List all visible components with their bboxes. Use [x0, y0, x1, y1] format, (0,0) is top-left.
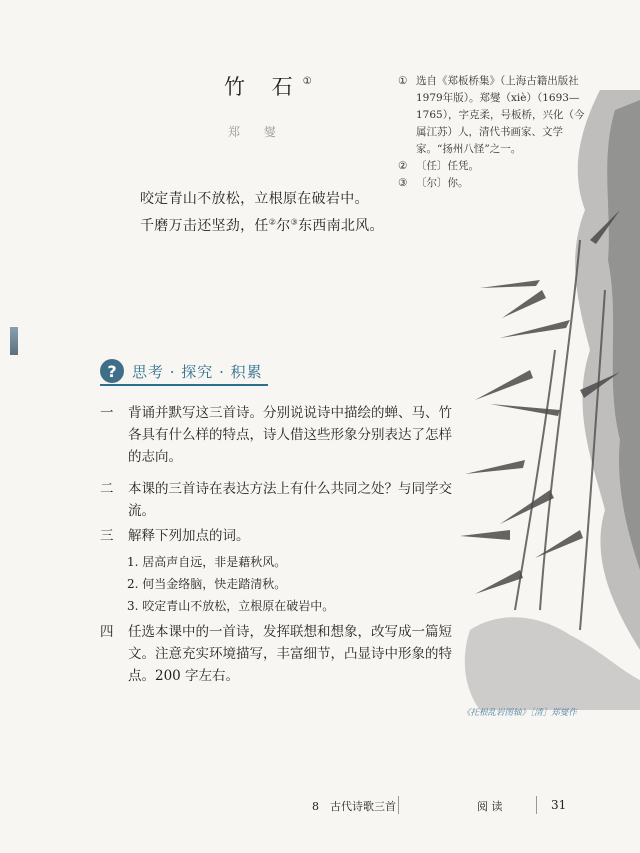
footnote: ① 选自《郑板桥集》（上海古籍出版社1979年版）。郑燮（xiè）（1693—1765），字克柔，号板桥，兴化（今属江苏）人，清代书画家、文学家。“扬州八怪”之一。 — [398, 75, 585, 155]
poem-author: 郑 燮 — [228, 125, 286, 139]
poem-title: 竹 石① — [224, 75, 312, 99]
page-number: 31 — [551, 798, 567, 812]
bamboo-painting — [430, 90, 640, 710]
painting-caption: 《托根乱岩图轴》［清］郑燮作 — [462, 708, 577, 718]
section-title: 思考 · 探究 · 积累 — [132, 362, 263, 381]
footnote-ref: ① — [302, 76, 312, 87]
poem-line-2: 千磨万击还坚劲，任②尔③东西南北风。 — [140, 217, 384, 234]
poem-line-1: 咬定青山不放松，立根原在破岩中。 — [140, 191, 369, 207]
sub-item: 2. 何当金络脑，快走踏清秋。 — [127, 577, 287, 591]
footer-divider — [398, 796, 399, 814]
section-rule — [100, 384, 268, 386]
question-3: 三 解释下列加点的词。 — [100, 528, 250, 544]
question-icon: ? — [100, 359, 124, 383]
footnote: ② 〔任〕任凭。 — [398, 160, 479, 172]
question-2: 二 本课的三首诗在表达方法上有什么共同之处？与同学交流。 — [100, 481, 452, 519]
footer-lesson: 8 古代诗歌三首 — [312, 800, 396, 813]
sub-item: 3. 咬定青山不放松，立根原在破岩中。 — [127, 599, 335, 613]
footer-section: 阅 读 — [477, 800, 503, 813]
footer-divider — [536, 796, 537, 814]
footnote: ③ 〔尔〕你。 — [398, 177, 469, 189]
question-1: 一 背诵并默写这三首诗。分别说说诗中描绘的蝉、马、竹各具有什么样的特点，诗人借这些形象分别表达了怎样的志向。 — [100, 405, 452, 465]
sub-item: 1. 居高声自远，非是藉秋风。 — [127, 555, 287, 569]
binding-mark — [10, 327, 18, 355]
question-4: 四 任选本课中的一首诗，发挥联想和想象，改写成一篇短文。注意充实环境描写，丰富细节，凸显诗中形象的特点。200 字左右。 — [100, 624, 452, 684]
section-header — [100, 358, 263, 384]
